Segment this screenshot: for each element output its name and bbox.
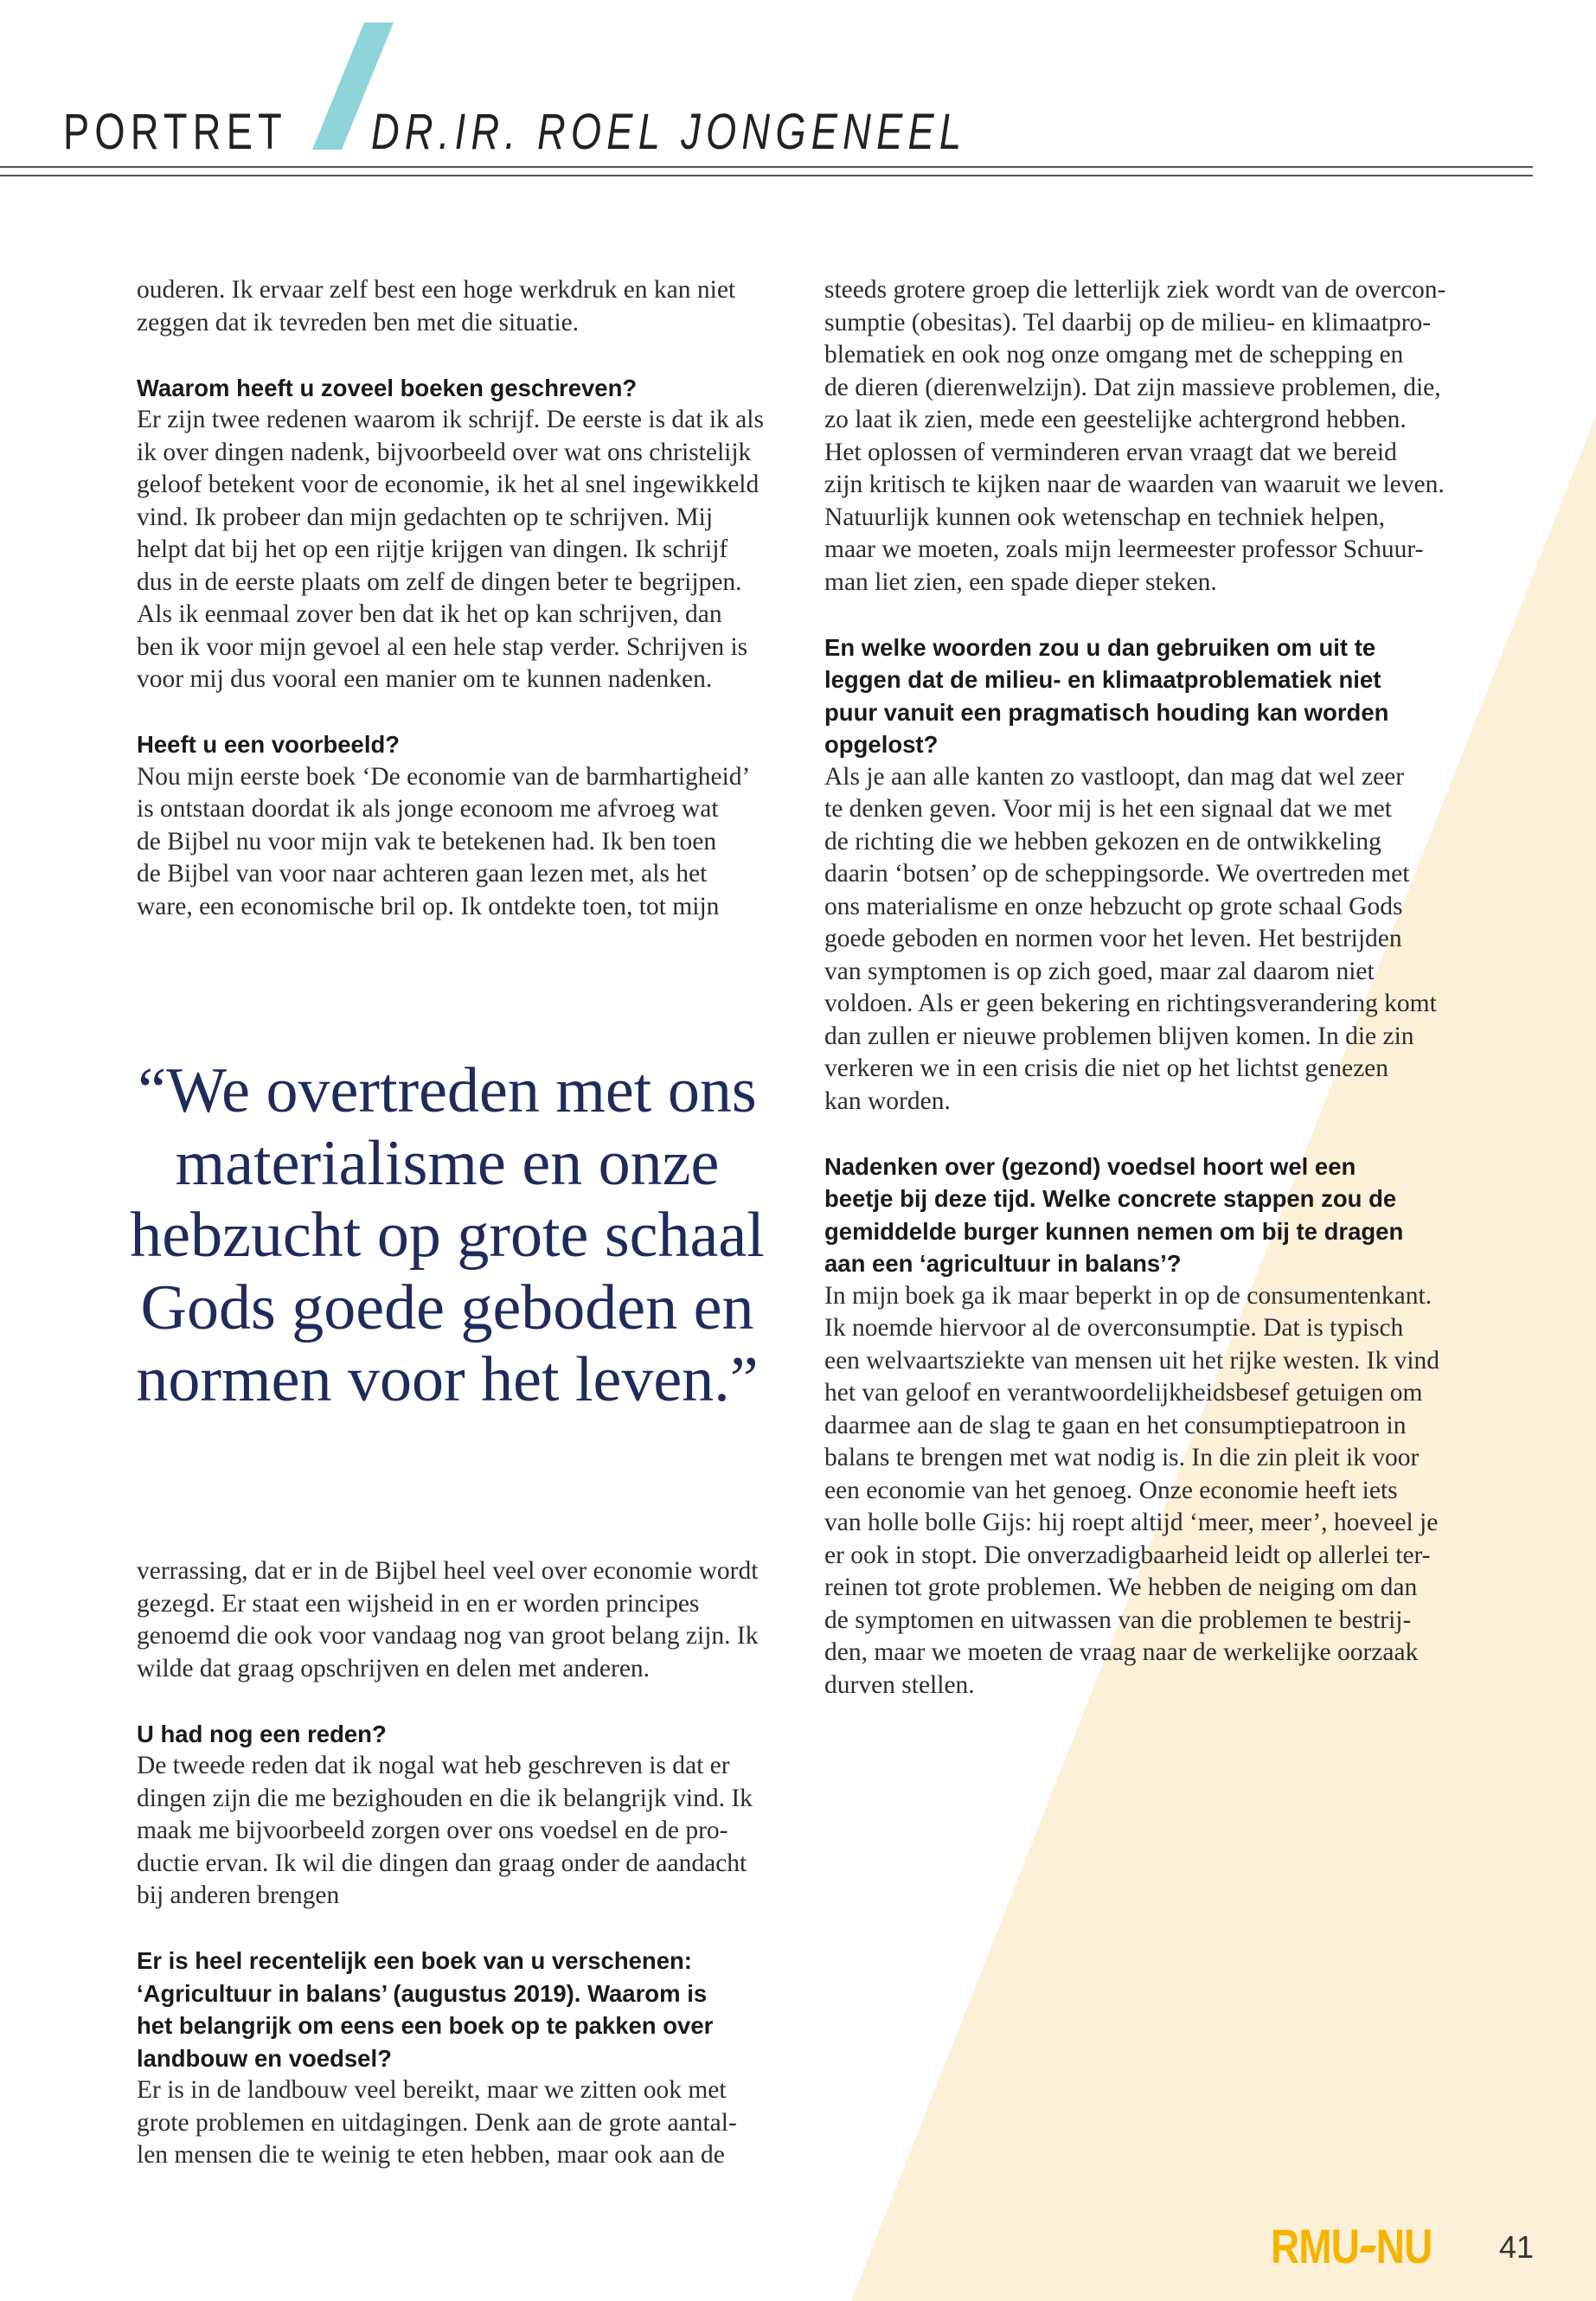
left-column-top <box>137 274 764 923</box>
header-rule-bottom <box>0 175 1533 176</box>
left-column-bottom <box>137 1555 758 2172</box>
interview-answer: In mijn boek ga ik maar beperkt in op de consumentenkant. Ik noemde hiervoor al de overconsumptie. Dat is typisch een welvaartsziekte van mensen uit het rijke westen. Ik vind het van geloof en verantwoordelijkheidsbesef getuigen om daarmee aan de slag te gaan en het consumptiepatroon in balans te brengen met wat nodig is. In die zin pleit ik voor een economie van het genoeg. Onze economie heeft iets van holle bolle Gijs: hij roept altijd ‘meer, meer’, hoeveel je er ook in stopt. Die onverzadigbaarheid leidt op allerlei ter- reinen tot grote problemen. We hebben de neiging om dan de symptomen en uitwassen van die problemen te bestrij- den, maar we moeten de vraag naar de werkelijke oorzaak durven stellen. <box>824 1281 1440 1699</box>
header-rule-top <box>0 166 1533 168</box>
logo-text-nu: NU <box>1375 2219 1433 2273</box>
answer-continuation: steeds grotere groep die letterlijk ziek wordt van de overcon- sumptie (obesitas). Tel daarbij op de milieu- en klimaatpro- blematiek en ook nog onze omgang met de schepping en de dieren (dierenwelzijn). Dat zijn massieve problemen, die, zo laat ik zien, mede een geestelijke achtergrond hebben. Het oplossen of verminderen ervan vraagt dat we bereid zijn kritisch te kijken naar de waarden van waaruit we leven. Natuurlijk kunnen ook wetenschap en techniek helpen, maar we moeten, zoals mijn leermeester professor Schuur- man liet zien, een spade dieper steken. <box>824 276 1446 596</box>
page-number: 41 <box>1499 2229 1535 2265</box>
interview-question: U had nog een reden? <box>137 1720 387 1747</box>
interview-question: En welke woorden zou u dan gebruiken om uit te leggen dat de milieu- en klimaatproblematiek niet puur vanuit een pragmatisch houding kan worden opgelost? <box>824 633 1389 758</box>
section-label: PORTRET <box>63 104 288 160</box>
rmu-nu-logo <box>1271 2219 1433 2273</box>
article-subject-name: DR.IR. ROEL JONGENEEL <box>371 104 967 160</box>
interview-answer: Nou mijn eerste boek ‘De economie van de barmhartigheid’ is ontstaan doordat ik als jonge econoom me afvroeg wat de Bijbel nu voor mijn vak te betekenen had. Ik ben toen de Bijbel van voor naar achteren gaan lezen met, als het ware, een economische bril op. Ik ontdekte toen, tot mijn <box>137 762 751 920</box>
logo-connector <box>1359 2246 1375 2253</box>
logo-text-rmu: RMU <box>1271 2219 1360 2273</box>
interview-question: Waarom heeft u zoveel boeken geschreven? <box>137 374 638 401</box>
interview-question: Heeft u een voorbeeld? <box>137 731 401 758</box>
interview-answer: Er is in de landbouw veel bereikt, maar we zitten ook met grote problemen en uitdagingen. Denk aan de grote aantal- len mensen die te weinig te eten hebben, maar ook aan de <box>137 2076 737 2169</box>
interview-question: Nadenken over (gezond) voedsel hoort wel een beetje bij deze tijd. Welke concrete stappen zou de gemiddelde burger kunnen nemen om bij te dragen aan een ‘agricultuur in balans’? <box>824 1152 1404 1277</box>
answer-continuation: verrassing, dat er in de Bijbel heel veel over economie wordt gezegd. Er staat een wijsheid in en er worden principes genoemd die ook voor vandaag nog van groot belang zijn. Ik wilde dat graag opschrijven en delen met anderen. <box>137 1557 759 1682</box>
interview-question: Er is heel recentelijk een boek van u verschenen: ‘Agricultuur in balans’ (augustus 2019). Waarom is het belangrijk om eens een boek op te pakken over landbouw en voedsel? <box>137 1947 714 2072</box>
pull-quote: “We overtreden met ons materialisme en onze hebzucht op grote schaal Gods goede geboden en normen voor het leven.” <box>130 1055 765 1415</box>
interview-answer: De tweede reden dat ik nogal wat heb geschreven is dat er dingen zijn die me bezighouden en die ik belangrijk vind. Ik maak me bijvoorbeeld zorgen over ons voedsel en de pro- ductie ervan. Ik wil die dingen dan graag onder de aandacht bij anderen brengen <box>137 1752 753 1909</box>
right-column <box>824 274 1445 1702</box>
interview-answer: Als je aan alle kanten zo vastloopt, dan mag dat wel zeer te denken geven. Voor mij is het een signaal dat we met de richting die we hebben gekozen en de ontwikkeling daarin ‘botsen’ op de scheppingsorde. We overtreden met ons materialisme en onze hebzucht op grote schaal Gods goede geboden en normen voor het leven. Het bestrijden van symptomen is op zich goed, maar zal daarom niet voldoen. Als er geen bekering en richtingsverandering komt dan zullen er nieuwe problemen blijven komen. In die zin verkeren we in een crisis die niet op het lichtst genezen kan worden. <box>824 762 1437 1115</box>
interview-answer: Er zijn twee redenen waarom ik schrijf. De eerste is dat ik als ik over dingen nadenk, bijvoorbeeld over wat ons christelijk geloof betekent voor de economie, ik het al snel ingewikkeld vind. Ik probeer dan mijn gedachten op te schrijven. Mij helpt dat bij het op een rijtje krijgen van dingen. Ik schrijf dus in de eerste plaats om zelf de dingen beter te begrijpen. Als ik eenmaal zover ben dat ik het op kan schrijven, dan ben ik voor mijn gevoel al een hele stap verder. Schrijven is voor mij dus vooral een manier om te kunnen nadenken. <box>137 406 764 693</box>
answer-continuation: ouderen. Ik ervaar zelf best een hoge werkdruk en kan niet zeggen dat ik tevreden ben met die situatie. <box>137 276 736 336</box>
